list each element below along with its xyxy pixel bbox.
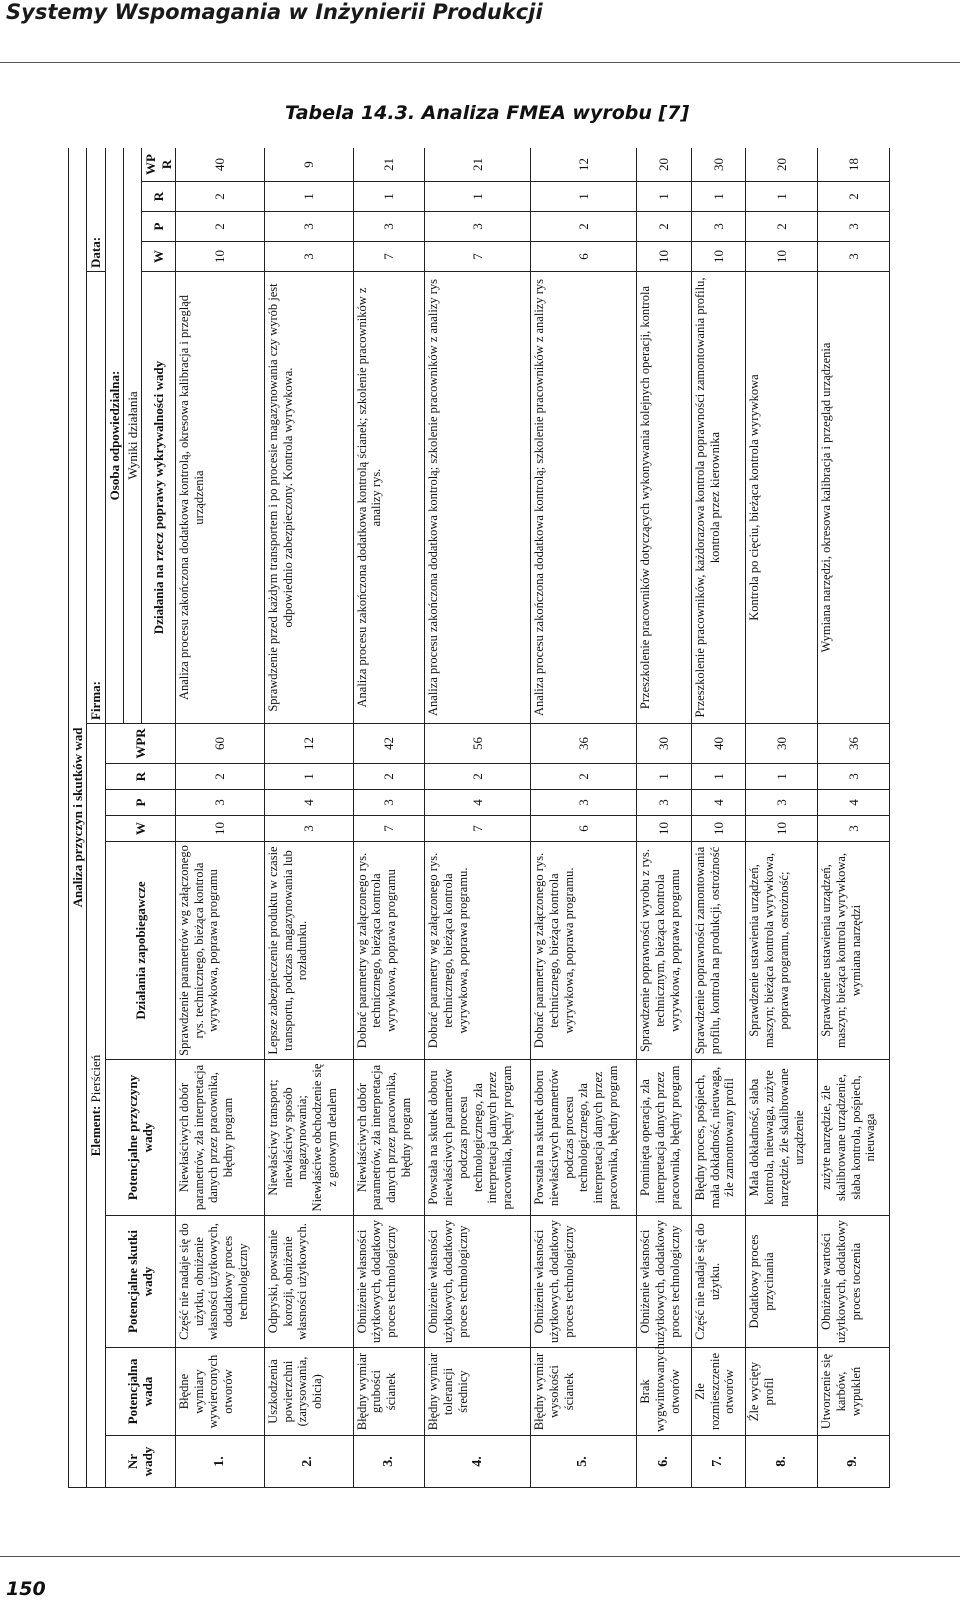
cell-wpr2: 12 <box>531 148 637 182</box>
cell-wada: Źle wycięty profil <box>746 1348 818 1436</box>
wyniki-cell: Wyniki działania <box>123 148 141 724</box>
cell-wpr2: 9 <box>264 148 353 182</box>
header-wada: Potencjalna wada <box>105 1348 175 1436</box>
cell-przyczyny: Powstała na skutek doboru niewłaściwych parametrów podczas procesu technologicznego, zła interpretacja danych przez pracownika, błędny program <box>531 1060 637 1216</box>
table-caption: Tabela 14.3. Analiza FMEA wyrobu [7] <box>285 102 690 124</box>
cell-p2: 3 <box>353 212 425 242</box>
cell-wpr2: 18 <box>818 148 890 182</box>
cell-dzialania: Sprawdzenie przed każdym transportem i po procesie magazynowania czy wyrób jest odpowiednio zabezpieczony. Kontrola wyrywkowa. <box>264 272 353 724</box>
cell-przyczyny: Mała dokładność, słaba kontrola, nieuwaga, zużyte narzędzie, źle skalibrowane urządzenie <box>746 1060 818 1216</box>
cell-zapobiegawcze: Sprawdzenie poprawności wyrobu z rys. technicznym, bieżąca kontrola wyrywkowa, poprawa programu <box>637 842 692 1060</box>
cell-r: 2 <box>531 764 637 790</box>
table-row <box>531 148 637 1488</box>
table-row <box>175 148 264 1488</box>
element-cell <box>87 724 105 1488</box>
cell-w2: 7 <box>353 242 425 272</box>
cell-przyczyny: Niewłaściwych dobór parametrów, zła interpretacja danych przez pracownika, błędny program <box>175 1060 264 1216</box>
cell-dzialania: Analiza procesu zakończona dodatkowa kontrolą; szkolenie pracowników z analizy rys <box>531 272 637 724</box>
cell-przyczyny: Niewłaściwych dobór parametrów, zła interpretacja danych przez pracownika, błędny program <box>353 1060 425 1216</box>
cell-r2: 1 <box>531 182 637 212</box>
cell-wpr: 30 <box>637 724 692 764</box>
cell-p2: 3 <box>264 212 353 242</box>
cell-skutki: Obniżenie własności użytkowych, dodatkowy proces technologiczny <box>531 1216 637 1348</box>
cell-skutki: Obniżenie własności użytkowych, dodatkowy proces technologiczny <box>637 1216 692 1348</box>
cell-wpr: 12 <box>264 724 353 764</box>
cell-r2: 1 <box>425 182 531 212</box>
cell-r: 1 <box>264 764 353 790</box>
cell-przyczyny: Błędny proces, pośpiech, mała dokładność, nieuwaga, źle zamontowany profil <box>691 1060 746 1216</box>
cell-dzialania: Przeszkolenie pracowników, każdorazowa kontrola poprawności zamontowania profilu, kontrola przez kierownika <box>691 272 746 724</box>
cell-wpr: 40 <box>691 724 746 764</box>
cell-w2: 10 <box>746 242 818 272</box>
cell-wpr: 30 <box>746 724 818 764</box>
cell-w: 3 <box>264 816 353 842</box>
cell-nr: 7. <box>691 1436 746 1488</box>
cell-r: 2 <box>353 764 425 790</box>
cell-dzialania: Wymiana narzędzi, okresowa kalibracja i przegląd urządzenia <box>818 272 890 724</box>
cell-r: 1 <box>691 764 746 790</box>
cell-w: 10 <box>637 816 692 842</box>
table-row <box>818 148 890 1488</box>
cell-w2: 7 <box>425 242 531 272</box>
cell-p: 3 <box>531 790 637 816</box>
cell-p2: 2 <box>175 212 264 242</box>
header-przyczyny: Potencjalne przyczyny wady <box>105 1060 175 1216</box>
cell-p2: 3 <box>818 212 890 242</box>
cell-w2: 3 <box>264 242 353 272</box>
cell-wada: Błędne wymiary wywierconych otworów <box>175 1348 264 1436</box>
cell-nr: 9. <box>818 1436 890 1488</box>
page-number: 150 <box>6 1578 46 1600</box>
cell-w: 7 <box>425 816 531 842</box>
cell-wpr: 42 <box>353 724 425 764</box>
cell-dzialania: Analiza procesu zakończona dodatkowa kontrolą, okresowa kalibracja i przegląd urządzenia <box>175 272 264 724</box>
header-zapobiegawcze: Działania zapobiegawcze <box>105 842 175 1060</box>
cell-wpr2: 20 <box>637 148 692 182</box>
cell-p2: 2 <box>637 212 692 242</box>
header-wpr2: WP R <box>142 148 176 182</box>
cell-przyczyny: Pominięta operacja, zła interpretacja danych przez pracownika, błędny program <box>637 1060 692 1216</box>
cell-wpr2: 30 <box>691 148 746 182</box>
cell-wpr: 36 <box>818 724 890 764</box>
cell-r: 1 <box>637 764 692 790</box>
cell-p: 3 <box>637 790 692 816</box>
fmea-table-container <box>68 148 890 1488</box>
running-title: Systemy Wspomagania w Inżynierii Produkcji <box>6 0 543 24</box>
cell-zapobiegawcze: Dobrać parametry wg załączonego rys. technicznego, bieżąca kontrola wyrywkowa, poprawa programu. <box>531 842 637 1060</box>
header-w: W <box>105 816 175 842</box>
cell-zapobiegawcze: Sprawdzenie ustawienia urządzeń, maszyn; bieżąca kontrola wyrywkowa, wymiana narzędzi <box>818 842 890 1060</box>
cell-w: 7 <box>353 816 425 842</box>
table-row <box>425 148 531 1488</box>
cell-skutki: Część nie nadaje się do użytku. <box>691 1216 746 1348</box>
cell-nr: 4. <box>425 1436 531 1488</box>
cell-zapobiegawcze: Dobrać parametry wg załączonego rys. technicznego, bieżąca kontrola wyrywkowa, poprawa programu <box>353 842 425 1060</box>
cell-w: 10 <box>746 816 818 842</box>
cell-wada: Złe rozmieszczenie otworów <box>691 1348 746 1436</box>
footer-rule <box>0 1556 960 1557</box>
cell-p2: 2 <box>746 212 818 242</box>
cell-zapobiegawcze: Dobrać parametry wg załączonego rys. technicznego, bieżąca kontrola wyrywkowa, poprawa programu. <box>425 842 531 1060</box>
cell-przyczyny: Powstała na skutek doboru niewłaściwych parametrów podczas procesu technologicznego, zła interpretacja danych przez pracownika, błędny program <box>425 1060 531 1216</box>
table-row <box>746 148 818 1488</box>
cell-nr: 5. <box>531 1436 637 1488</box>
cell-wpr2: 21 <box>425 148 531 182</box>
cell-przyczyny: zużyte narzędzie, źle skalibrowane urządzenie, słaba kontrola, pośpiech, nieuwaga <box>818 1060 890 1216</box>
cell-p: 3 <box>746 790 818 816</box>
data-cell: Data: <box>87 148 105 272</box>
cell-skutki: Obniżenie własności użytkowych, dodatkowy proces technologiczny <box>425 1216 531 1348</box>
cell-dzialania: Analiza procesu zakończona dodatkowa kontrolą; szkolenie pracowników z analizy rys <box>425 272 531 724</box>
cell-r: 1 <box>746 764 818 790</box>
fmea-table-body <box>175 148 889 1488</box>
cell-wpr: 36 <box>531 724 637 764</box>
header-nr: Nr wady <box>105 1436 175 1488</box>
cell-p2: 2 <box>531 212 637 242</box>
table-row <box>264 148 353 1488</box>
cell-nr: 1. <box>175 1436 264 1488</box>
cell-nr: 6. <box>637 1436 692 1488</box>
osoba-cell: Osoba odpowiedzialna: <box>105 148 123 724</box>
cell-zapobiegawcze: Sprawdzenie poprawności zamontowania profilu, kontrola na produkcji, ostrożność <box>691 842 746 1060</box>
header-r: R <box>105 764 175 790</box>
header-wpr: WPR <box>105 724 175 764</box>
table-row <box>637 148 692 1488</box>
cell-p2: 3 <box>425 212 531 242</box>
cell-wada: Błędny wymiar wysokości ścianek <box>531 1348 637 1436</box>
cell-wada: Błędny wymiar tolerancji średnicy <box>425 1348 531 1436</box>
cell-skutki: Obniżenie własności użytkowych, dodatkowy proces technologiczny <box>353 1216 425 1348</box>
firma-cell: Firma: <box>87 272 105 724</box>
cell-dzialania: Przeszkolenie pracowników dotyczących wykonywania kolejnych operacji, kontrola <box>637 272 692 724</box>
cell-r: 2 <box>425 764 531 790</box>
header-skutki: Potencjalne skutki wady <box>105 1216 175 1348</box>
cell-r2: 2 <box>175 182 264 212</box>
cell-p: 3 <box>353 790 425 816</box>
fmea-table <box>68 148 890 1488</box>
cell-nr: 3. <box>353 1436 425 1488</box>
cell-w: 10 <box>691 816 746 842</box>
cell-p: 4 <box>264 790 353 816</box>
cell-r: 2 <box>175 764 264 790</box>
cell-zapobiegawcze: Sprawdzenie ustawienia urządzeń, maszyn; bieżąca kontrola wyrywkowa, poprawa programu, ostrożność; <box>746 842 818 1060</box>
cell-wpr2: 21 <box>353 148 425 182</box>
cell-skutki: Dodatkowy proces przycinania <box>746 1216 818 1348</box>
cell-r2: 1 <box>691 182 746 212</box>
cell-r2: 1 <box>353 182 425 212</box>
element-label: Element: <box>88 1105 104 1157</box>
cell-nr: 2. <box>264 1436 353 1488</box>
cell-w2: 6 <box>531 242 637 272</box>
cell-wpr: 60 <box>175 724 264 764</box>
cell-p2: 3 <box>691 212 746 242</box>
cell-w: 3 <box>818 816 890 842</box>
cell-r: 3 <box>818 764 890 790</box>
table-title: Analiza przyczyn i skutków wad <box>69 148 87 1488</box>
cell-p: 4 <box>691 790 746 816</box>
table-row <box>353 148 425 1488</box>
cell-r2: 1 <box>637 182 692 212</box>
cell-w2: 3 <box>818 242 890 272</box>
cell-w: 6 <box>531 816 637 842</box>
cell-w2: 10 <box>175 242 264 272</box>
header-p: P <box>105 790 175 816</box>
header-dzialania: Działania na rzecz poprawy wykrywalności wady <box>142 272 176 724</box>
cell-wada: Utworzenie się karbów, wypukleń <box>818 1348 890 1436</box>
cell-zapobiegawcze: Lepsze zabezpieczenie produktu w czasie transportu, podczas magazynowania lub rozładunku. <box>264 842 353 1060</box>
rotated-table-frame <box>68 148 890 1488</box>
cell-wada: Uszkodzenia powierzchni (zarysowania, obicia) <box>264 1348 353 1436</box>
cell-w2: 10 <box>691 242 746 272</box>
cell-dzialania: Analiza procesu zakończona dodatkowa kontrolą ścianek; szkolenie pracowników z analizy rys. <box>353 272 425 724</box>
cell-wada: Brak wygwintowanych otworów <box>637 1348 692 1436</box>
cell-skutki: Obniżenie wartości użytkowych, dodatkowy proces toczenia <box>818 1216 890 1348</box>
cell-r2: 1 <box>746 182 818 212</box>
cell-wpr: 56 <box>425 724 531 764</box>
header-w2: W <box>142 242 176 272</box>
cell-zapobiegawcze: Sprawdzenie parametrów wg załączonego rys. technicznego, bieżąca kontrola wyrywkowa, poprawa programu <box>175 842 264 1060</box>
cell-wpr2: 40 <box>175 148 264 182</box>
cell-p: 4 <box>818 790 890 816</box>
element-value: Pierścień <box>88 1054 104 1103</box>
cell-p: 4 <box>425 790 531 816</box>
cell-wada: Błędny wymiar grubości ścianek <box>353 1348 425 1436</box>
cell-w2: 10 <box>637 242 692 272</box>
cell-przyczyny: Niewłaściwy transport; niewłaściwy sposób magazynowania; Niewłaściwe obchodzenie się z gotowym detalem <box>264 1060 353 1216</box>
cell-wpr2: 20 <box>746 148 818 182</box>
cell-w: 10 <box>175 816 264 842</box>
cell-p: 3 <box>175 790 264 816</box>
header-rule <box>0 62 960 63</box>
cell-r2: 1 <box>264 182 353 212</box>
table-row <box>691 148 746 1488</box>
cell-nr: 8. <box>746 1436 818 1488</box>
header-r2: R <box>142 182 176 212</box>
cell-dzialania: Kontrola po cięciu, bieżąca kontrola wyrywkowa <box>746 272 818 724</box>
cell-skutki: Odpryski, powstanie korozji, obniżenie własności użytkowych. <box>264 1216 353 1348</box>
header-p2: P <box>142 212 176 242</box>
cell-r2: 2 <box>818 182 890 212</box>
cell-skutki: Część nie nadaje się do użytku, obniżenie własności użytkowych, dodatkowy proces technologiczny <box>175 1216 264 1348</box>
